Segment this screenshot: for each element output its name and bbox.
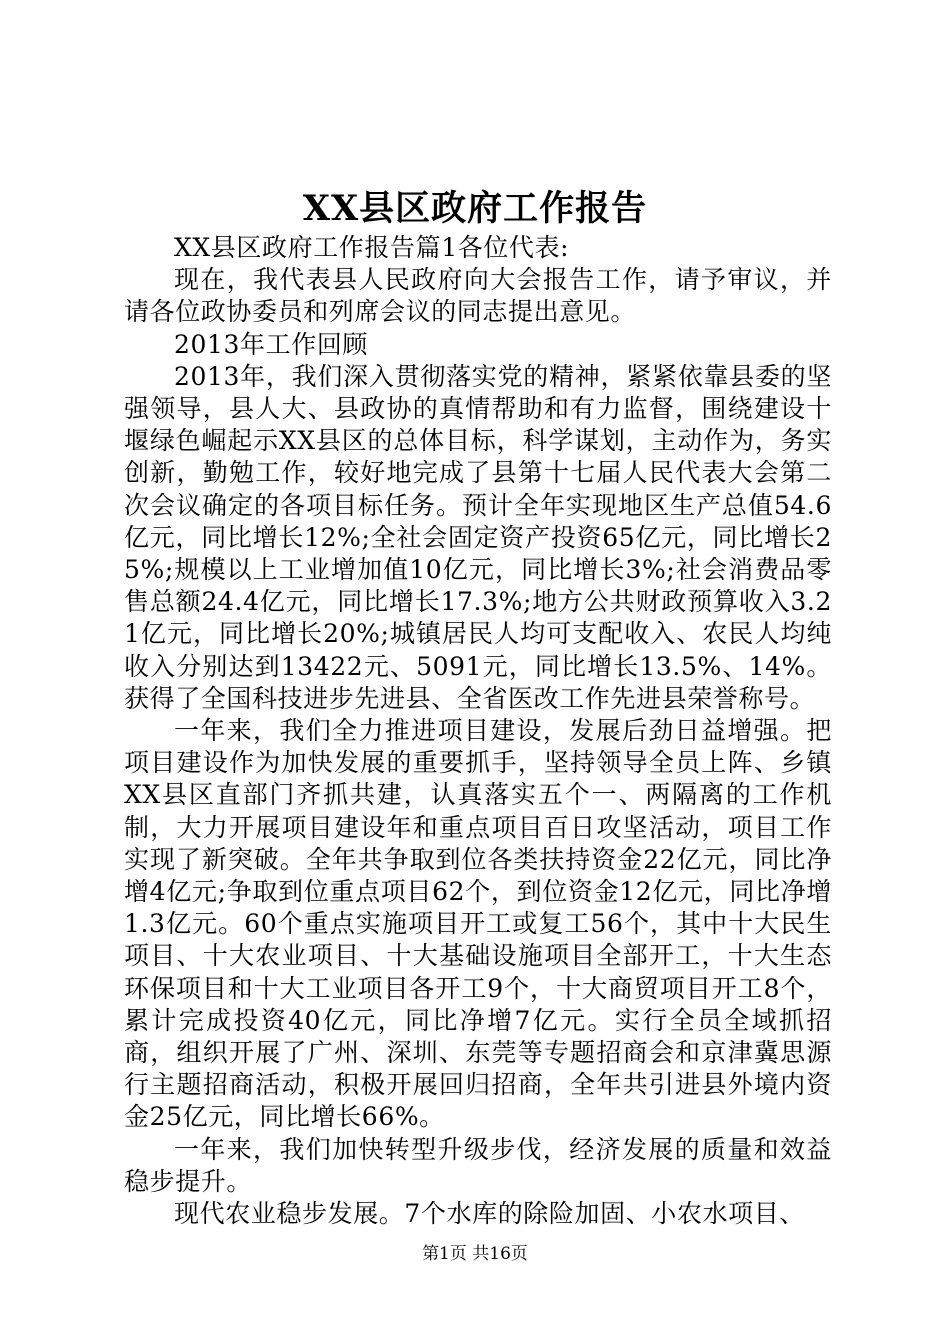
paragraph: XX县区政府工作报告篇1各位代表: [174,233,570,262]
paragraph: 一年来，我们全力推进项目建设，发展后劲日益增强。把项目建设作为加快发展的重要抓手，坚持领导全员上阵、乡镇XX县区直部门齐抓共建，认真落实五个一、两隔离的工作机制，大力开展项目建设年和重点项目百日攻坚活动，项目工作实现了新突破。全年共争取到位各类扶持资金22亿元，同比净增4亿元;争取到位重点项目62个，到位资金12亿元，同比净增1.3亿元。60个重点实施项目开工或复工56个，其中十大民生项目、十大农业项目、十大基础设施项目全部开工，十大生态环保项目和十大工业项目各开工9个，十大商贸项目开工8个，累计完成投资40亿元，同比净增7亿元。实行全员全域抓招商，组织开展了广州、深圳、东莞等专题招商会和京津冀思源行主题招商活动，积极开展回归招商，全年共引进县外境内资金25亿元，同比增长66%。 [124,716,832,1132]
document-body [124,232,832,1230]
paragraph: 现在，我代表县人民政府向大会报告工作，请予审议，并请各位政协委员和列席会议的同志提出意见。 [124,265,832,327]
paragraph: 现代农业稳步发展。7个水库的除险加固、小农水项目、 [174,1199,805,1229]
paragraph: 一年来，我们加快转型升级步伐，经济发展的质量和效益稳步提升。 [124,1134,832,1196]
document-title: XX县区政府工作报告 [302,188,648,229]
paragraph: 2013年工作回顾 [174,329,369,359]
paragraph: 2013年，我们深入贯彻落实党的精神，紧紧依靠县委的坚强领导，县人大、县政协的真情帮助和有力监督，围绕建设十堰绿色崛起示XX县区的总体目标，科学谋划，主动作为，务实创新，勤勉工作，较好地完成了县第十七届人民代表大会第二次会议确定的各项目标任务。预计全年实现地区生产总值54.6亿元，同比增长12%;全社会固定资产投资65亿元，同比增长25%;规模以上工业增加值10亿元，同比增长3%;社会消费品零售总额24.4亿元，同比增长17.3%;地方公共财政预算收入3.21亿元，同比增长20%;城镇居民人均可支配收入、农民人均纯收入分别达到13422元、5091元，同比增长13.5%、14%。获得了全国科技进步先进县、全省医改工作先进县荣誉称号。 [124,361,832,713]
page-number-footer: 第1页 共16页 [422,1244,528,1264]
